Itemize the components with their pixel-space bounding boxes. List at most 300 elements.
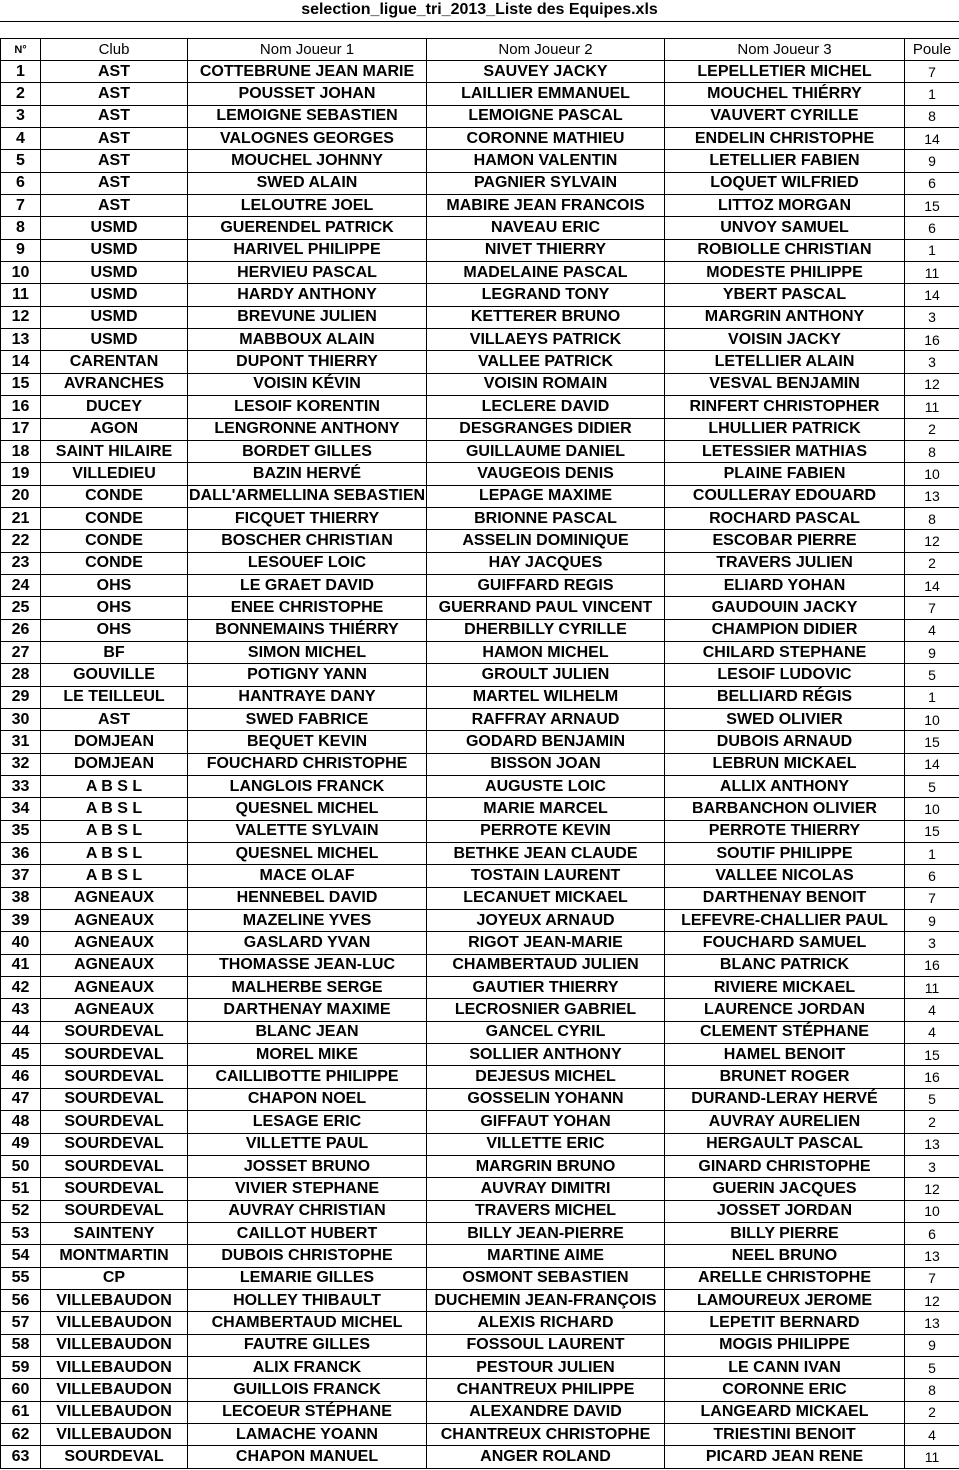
cell-number: 21	[1, 507, 41, 529]
cell-player-1: CHAPON MANUEL	[188, 1446, 427, 1468]
cell-player-1: BLANC JEAN	[188, 1021, 427, 1043]
cell-player-1: JOSSET BRUNO	[188, 1155, 427, 1177]
cell-poule: 1	[905, 239, 959, 261]
cell-poule: 12	[905, 530, 959, 552]
cell-poule: 10	[905, 798, 959, 820]
cell-number: 24	[1, 574, 41, 596]
cell-player-3: ROCHARD PASCAL	[665, 507, 905, 529]
cell-poule: 3	[905, 306, 959, 328]
cell-player-2: LECROSNIER GABRIEL	[427, 999, 665, 1021]
table-row	[1, 530, 959, 552]
table-row	[1, 932, 959, 954]
cell-poule: 7	[905, 1267, 959, 1289]
cell-player-1: COTTEBRUNE JEAN MARIE	[188, 61, 427, 83]
cell-player-3: ENDELIN CHRISTOPHE	[665, 128, 905, 150]
cell-club: AVRANCHES	[41, 373, 188, 395]
cell-club: A B S L	[41, 798, 188, 820]
cell-player-1: MOUCHEL JOHNNY	[188, 150, 427, 172]
cell-club: SOURDEVAL	[41, 1044, 188, 1066]
table-row	[1, 396, 959, 418]
cell-number: 3	[1, 105, 41, 127]
cell-poule: 1	[905, 843, 959, 865]
cell-player-1: CAILLOT HUBERT	[188, 1222, 427, 1244]
table-row	[1, 105, 959, 127]
cell-club: DUCEY	[41, 396, 188, 418]
cell-poule: 15	[905, 195, 959, 217]
cell-player-1: GUILLOIS FRANCK	[188, 1379, 427, 1401]
cell-player-3: CHAMPION DIDIER	[665, 619, 905, 641]
cell-player-1: CHAPON NOEL	[188, 1088, 427, 1110]
cell-poule: 6	[905, 217, 959, 239]
cell-player-3: UNVOY SAMUEL	[665, 217, 905, 239]
cell-number: 46	[1, 1066, 41, 1088]
table-row	[1, 753, 959, 775]
cell-player-3: PLAINE FABIEN	[665, 463, 905, 485]
cell-club: SOURDEVAL	[41, 1088, 188, 1110]
cell-player-1: MAZELINE YVES	[188, 910, 427, 932]
cell-club: DOMJEAN	[41, 753, 188, 775]
table-row	[1, 373, 959, 395]
cell-player-2: BRIONNE PASCAL	[427, 507, 665, 529]
cell-player-1: MACE OLAF	[188, 865, 427, 887]
cell-club: A B S L	[41, 843, 188, 865]
cell-player-2: CHANTREUX CHRISTOPHE	[427, 1423, 665, 1445]
cell-number: 36	[1, 843, 41, 865]
cell-player-2: OSMONT SEBASTIEN	[427, 1267, 665, 1289]
cell-player-1: LEMARIE GILLES	[188, 1267, 427, 1289]
cell-player-3: TRAVERS JULIEN	[665, 552, 905, 574]
cell-player-1: LESOIF KORENTIN	[188, 396, 427, 418]
cell-club: AGNEAUX	[41, 887, 188, 909]
cell-player-2: PERROTE KEVIN	[427, 820, 665, 842]
cell-player-2: GROULT JULIEN	[427, 664, 665, 686]
cell-player-1: GUERENDEL PATRICK	[188, 217, 427, 239]
table-row	[1, 910, 959, 932]
header-player-3: Nom Joueur 3	[665, 39, 905, 61]
cell-player-3: DURAND-LERAY HERVÉ	[665, 1088, 905, 1110]
cell-player-3: RIVIERE MICKAEL	[665, 977, 905, 999]
cell-player-1: HOLLEY THIBAULT	[188, 1289, 427, 1311]
table-row	[1, 1021, 959, 1043]
cell-player-3: ESCOBAR PIERRE	[665, 530, 905, 552]
cell-player-3: LITTOZ MORGAN	[665, 195, 905, 217]
cell-poule: 3	[905, 1155, 959, 1177]
cell-number: 26	[1, 619, 41, 641]
cell-club: MONTMARTIN	[41, 1245, 188, 1267]
cell-club: AST	[41, 128, 188, 150]
cell-number: 31	[1, 731, 41, 753]
table-row	[1, 329, 959, 351]
cell-player-3: GAUDOUIN JACKY	[665, 597, 905, 619]
cell-number: 35	[1, 820, 41, 842]
table-row	[1, 843, 959, 865]
cell-player-1: HARDY ANTHONY	[188, 284, 427, 306]
cell-club: AST	[41, 708, 188, 730]
cell-number: 49	[1, 1133, 41, 1155]
cell-club: SOURDEVAL	[41, 1446, 188, 1468]
cell-player-2: MARGRIN BRUNO	[427, 1155, 665, 1177]
table-row	[1, 1379, 959, 1401]
cell-club: AGNEAUX	[41, 954, 188, 976]
cell-poule: 13	[905, 1312, 959, 1334]
cell-player-1: BAZIN HERVÉ	[188, 463, 427, 485]
cell-player-3: VOISIN JACKY	[665, 329, 905, 351]
cell-player-3: GUERIN JACQUES	[665, 1178, 905, 1200]
cell-player-1: FOUCHARD CHRISTOPHE	[188, 753, 427, 775]
cell-number: 42	[1, 977, 41, 999]
cell-club: AST	[41, 105, 188, 127]
cell-club: USMD	[41, 329, 188, 351]
cell-club: A B S L	[41, 820, 188, 842]
cell-number: 55	[1, 1267, 41, 1289]
table-row	[1, 731, 959, 753]
cell-number: 56	[1, 1289, 41, 1311]
cell-poule: 9	[905, 641, 959, 663]
cell-player-3: MOUCHEL THIÉRRY	[665, 83, 905, 105]
cell-player-3: PICARD JEAN RENE	[665, 1446, 905, 1468]
cell-club: AGNEAUX	[41, 999, 188, 1021]
cell-player-2: ALEXIS RICHARD	[427, 1312, 665, 1334]
cell-player-3: ARELLE CHRISTOPHE	[665, 1267, 905, 1289]
cell-poule: 8	[905, 507, 959, 529]
cell-player-3: CHILARD STEPHANE	[665, 641, 905, 663]
cell-player-2: AUVRAY DIMITRI	[427, 1178, 665, 1200]
cell-player-3: BELLIARD RÉGIS	[665, 686, 905, 708]
cell-club: SAINT HILAIRE	[41, 440, 188, 462]
cell-number: 19	[1, 463, 41, 485]
table-row	[1, 999, 959, 1021]
table-row	[1, 83, 959, 105]
table-row	[1, 172, 959, 194]
cell-player-3: SWED OLIVIER	[665, 708, 905, 730]
cell-player-2: CORONNE MATHIEU	[427, 128, 665, 150]
table-row	[1, 1111, 959, 1133]
cell-player-2: MABIRE JEAN FRANCOIS	[427, 195, 665, 217]
cell-number: 30	[1, 708, 41, 730]
table-row	[1, 1334, 959, 1356]
cell-player-3: LETELLIER FABIEN	[665, 150, 905, 172]
header-poule: Poule	[905, 39, 959, 61]
cell-player-2: VOISIN ROMAIN	[427, 373, 665, 395]
table-row	[1, 776, 959, 798]
cell-poule: 13	[905, 485, 959, 507]
cell-player-2: MARIE MARCEL	[427, 798, 665, 820]
table-row	[1, 574, 959, 596]
cell-club: A B S L	[41, 776, 188, 798]
cell-player-3: VESVAL BENJAMIN	[665, 373, 905, 395]
cell-player-2: ASSELIN DOMINIQUE	[427, 530, 665, 552]
cell-poule: 7	[905, 887, 959, 909]
table-row	[1, 552, 959, 574]
cell-club: VILLEDIEU	[41, 463, 188, 485]
cell-player-3: ALLIX ANTHONY	[665, 776, 905, 798]
cell-player-2: CHAMBERTAUD JULIEN	[427, 954, 665, 976]
cell-player-1: SWED ALAIN	[188, 172, 427, 194]
cell-club: CP	[41, 1267, 188, 1289]
cell-player-3: NEEL BRUNO	[665, 1245, 905, 1267]
cell-poule: 2	[905, 418, 959, 440]
cell-player-1: BOSCHER CHRISTIAN	[188, 530, 427, 552]
cell-player-3: LETESSIER MATHIAS	[665, 440, 905, 462]
cell-player-2: TOSTAIN LAURENT	[427, 865, 665, 887]
cell-number: 2	[1, 83, 41, 105]
cell-poule: 16	[905, 954, 959, 976]
cell-number: 52	[1, 1200, 41, 1222]
cell-player-3: BARBANCHON OLIVIER	[665, 798, 905, 820]
cell-player-2: GAUTIER THIERRY	[427, 977, 665, 999]
cell-poule: 15	[905, 731, 959, 753]
cell-number: 8	[1, 217, 41, 239]
cell-club: VILLEBAUDON	[41, 1379, 188, 1401]
table-row	[1, 507, 959, 529]
cell-player-3: COULLERAY EDOUARD	[665, 485, 905, 507]
cell-player-2: GUIFFARD REGIS	[427, 574, 665, 596]
cell-player-3: LOQUET WILFRIED	[665, 172, 905, 194]
cell-player-1: BORDET GILLES	[188, 440, 427, 462]
cell-player-3: LEPETIT BERNARD	[665, 1312, 905, 1334]
table-row	[1, 664, 959, 686]
cell-player-1: DARTHENAY MAXIME	[188, 999, 427, 1021]
cell-number: 7	[1, 195, 41, 217]
cell-poule: 8	[905, 105, 959, 127]
cell-club: SOURDEVAL	[41, 1155, 188, 1177]
cell-club: SOURDEVAL	[41, 1133, 188, 1155]
cell-player-2: VALLEE PATRICK	[427, 351, 665, 373]
cell-player-1: CAILLIBOTTE PHILIPPE	[188, 1066, 427, 1088]
cell-club: GOUVILLE	[41, 664, 188, 686]
cell-club: CONDE	[41, 530, 188, 552]
cell-player-2: RAFFRAY ARNAUD	[427, 708, 665, 730]
cell-player-3: BILLY PIERRE	[665, 1222, 905, 1244]
cell-poule: 8	[905, 440, 959, 462]
cell-club: SOURDEVAL	[41, 1200, 188, 1222]
cell-poule: 4	[905, 1423, 959, 1445]
table-row	[1, 977, 959, 999]
table-row	[1, 865, 959, 887]
cell-poule: 16	[905, 1066, 959, 1088]
cell-player-1: MALHERBE SERGE	[188, 977, 427, 999]
cell-player-2: HAMON MICHEL	[427, 641, 665, 663]
cell-poule: 5	[905, 1088, 959, 1110]
cell-number: 11	[1, 284, 41, 306]
cell-club: SOURDEVAL	[41, 1178, 188, 1200]
cell-number: 50	[1, 1155, 41, 1177]
cell-player-1: VALOGNES GEORGES	[188, 128, 427, 150]
cell-number: 40	[1, 932, 41, 954]
cell-player-2: MARTINE AIME	[427, 1245, 665, 1267]
cell-player-1: LECOEUR STÉPHANE	[188, 1401, 427, 1423]
cell-poule: 13	[905, 1245, 959, 1267]
cell-poule: 13	[905, 1133, 959, 1155]
cell-player-1: LANGLOIS FRANCK	[188, 776, 427, 798]
cell-player-1: ALIX FRANCK	[188, 1356, 427, 1378]
cell-player-2: GOSSELIN YOHANN	[427, 1088, 665, 1110]
cell-poule: 15	[905, 1044, 959, 1066]
cell-number: 58	[1, 1334, 41, 1356]
cell-player-1: VIVIER STEPHANE	[188, 1178, 427, 1200]
table-row	[1, 708, 959, 730]
cell-number: 18	[1, 440, 41, 462]
table-row	[1, 954, 959, 976]
cell-club: VILLEBAUDON	[41, 1401, 188, 1423]
cell-player-1: FAUTRE GILLES	[188, 1334, 427, 1356]
cell-club: SOURDEVAL	[41, 1021, 188, 1043]
table-row	[1, 1423, 959, 1445]
cell-player-2: SAUVEY JACKY	[427, 61, 665, 83]
cell-number: 9	[1, 239, 41, 261]
table-row	[1, 61, 959, 83]
table-row	[1, 1155, 959, 1177]
cell-poule: 6	[905, 172, 959, 194]
cell-club: SOURDEVAL	[41, 1111, 188, 1133]
cell-poule: 1	[905, 83, 959, 105]
cell-number: 63	[1, 1446, 41, 1468]
cell-player-2: FOSSOUL LAURENT	[427, 1334, 665, 1356]
cell-player-1: BREVUNE JULIEN	[188, 306, 427, 328]
cell-player-3: LAMOUREUX JEROME	[665, 1289, 905, 1311]
cell-player-3: JOSSET JORDAN	[665, 1200, 905, 1222]
cell-number: 25	[1, 597, 41, 619]
cell-club: AGNEAUX	[41, 977, 188, 999]
cell-poule: 12	[905, 1178, 959, 1200]
cell-player-3: LE CANN IVAN	[665, 1356, 905, 1378]
cell-player-3: VAUVERT CYRILLE	[665, 105, 905, 127]
table-row	[1, 1066, 959, 1088]
cell-number: 17	[1, 418, 41, 440]
cell-player-2: DUCHEMIN JEAN-FRANÇOIS	[427, 1289, 665, 1311]
cell-poule: 9	[905, 910, 959, 932]
cell-poule: 5	[905, 776, 959, 798]
cell-number: 23	[1, 552, 41, 574]
cell-player-3: BRUNET ROGER	[665, 1066, 905, 1088]
cell-player-3: TRIESTINI BENOIT	[665, 1423, 905, 1445]
cell-player-2: LAILLIER EMMANUEL	[427, 83, 665, 105]
cell-number: 34	[1, 798, 41, 820]
cell-number: 12	[1, 306, 41, 328]
cell-poule: 9	[905, 150, 959, 172]
cell-poule: 9	[905, 1334, 959, 1356]
cell-poule: 4	[905, 619, 959, 641]
cell-player-2: PESTOUR JULIEN	[427, 1356, 665, 1378]
spacer	[0, 22, 959, 38]
cell-club: AGON	[41, 418, 188, 440]
cell-poule: 8	[905, 1379, 959, 1401]
cell-number: 29	[1, 686, 41, 708]
cell-player-3: LESOIF LUDOVIC	[665, 664, 905, 686]
cell-player-3: AUVRAY AURELIEN	[665, 1111, 905, 1133]
cell-player-2: DESGRANGES DIDIER	[427, 418, 665, 440]
cell-player-2: VAUGEOIS DENIS	[427, 463, 665, 485]
cell-poule: 15	[905, 820, 959, 842]
cell-number: 6	[1, 172, 41, 194]
cell-poule: 2	[905, 1111, 959, 1133]
cell-player-3: PERROTE THIERRY	[665, 820, 905, 842]
cell-player-1: THOMASSE JEAN-LUC	[188, 954, 427, 976]
cell-player-2: RIGOT JEAN-MARIE	[427, 932, 665, 954]
table-row	[1, 641, 959, 663]
header-player-2: Nom Joueur 2	[427, 39, 665, 61]
cell-player-1: HERVIEU PASCAL	[188, 262, 427, 284]
cell-player-2: HAMON VALENTIN	[427, 150, 665, 172]
cell-club: SOURDEVAL	[41, 1066, 188, 1088]
cell-number: 39	[1, 910, 41, 932]
table-row	[1, 1289, 959, 1311]
cell-player-3: RINFERT CHRISTOPHER	[665, 396, 905, 418]
cell-player-2: LECANUET MICKAEL	[427, 887, 665, 909]
cell-number: 60	[1, 1379, 41, 1401]
cell-player-2: SOLLIER ANTHONY	[427, 1044, 665, 1066]
cell-player-1: MABBOUX ALAIN	[188, 329, 427, 351]
cell-number: 53	[1, 1222, 41, 1244]
cell-club: OHS	[41, 597, 188, 619]
cell-player-1: LAMACHE YOANN	[188, 1423, 427, 1445]
cell-player-1: LEMOIGNE SEBASTIEN	[188, 105, 427, 127]
cell-poule: 2	[905, 1401, 959, 1423]
cell-poule: 6	[905, 1222, 959, 1244]
cell-poule: 4	[905, 1021, 959, 1043]
header-player-1: Nom Joueur 1	[188, 39, 427, 61]
table-row	[1, 418, 959, 440]
cell-player-2: AUGUSTE LOIC	[427, 776, 665, 798]
cell-player-3: CORONNE ERIC	[665, 1379, 905, 1401]
cell-club: VILLEBAUDON	[41, 1312, 188, 1334]
cell-player-3: DARTHENAY BENOIT	[665, 887, 905, 909]
cell-number: 62	[1, 1423, 41, 1445]
table-row	[1, 686, 959, 708]
cell-club: USMD	[41, 262, 188, 284]
cell-number: 57	[1, 1312, 41, 1334]
cell-player-1: FICQUET THIERRY	[188, 507, 427, 529]
cell-player-1: QUESNEL MICHEL	[188, 843, 427, 865]
cell-player-1: SIMON MICHEL	[188, 641, 427, 663]
cell-club: CONDE	[41, 507, 188, 529]
cell-player-3: SOUTIF PHILIPPE	[665, 843, 905, 865]
cell-player-1: VOISIN KÉVIN	[188, 373, 427, 395]
table-body	[1, 61, 959, 1469]
cell-number: 14	[1, 351, 41, 373]
cell-number: 45	[1, 1044, 41, 1066]
cell-player-2: BETHKE JEAN CLAUDE	[427, 843, 665, 865]
cell-player-3: DUBOIS ARNAUD	[665, 731, 905, 753]
header-number: N°	[1, 39, 41, 61]
cell-player-1: LE GRAET DAVID	[188, 574, 427, 596]
cell-player-3: BLANC PATRICK	[665, 954, 905, 976]
cell-number: 61	[1, 1401, 41, 1423]
cell-player-1: VALETTE SYLVAIN	[188, 820, 427, 842]
cell-club: A B S L	[41, 865, 188, 887]
cell-poule: 14	[905, 284, 959, 306]
cell-player-2: CHANTREUX PHILIPPE	[427, 1379, 665, 1401]
cell-club: OHS	[41, 619, 188, 641]
cell-player-3: HAMEL BENOIT	[665, 1044, 905, 1066]
cell-number: 15	[1, 373, 41, 395]
cell-club: OHS	[41, 574, 188, 596]
cell-club: AST	[41, 83, 188, 105]
table-row	[1, 798, 959, 820]
table-row	[1, 1245, 959, 1267]
cell-poule: 12	[905, 1289, 959, 1311]
cell-player-2: LEPAGE MAXIME	[427, 485, 665, 507]
table-row	[1, 1088, 959, 1110]
table-row	[1, 1446, 959, 1468]
cell-player-1: POTIGNY YANN	[188, 664, 427, 686]
cell-number: 51	[1, 1178, 41, 1200]
cell-player-1: GASLARD YVAN	[188, 932, 427, 954]
cell-player-2: KETTERER BRUNO	[427, 306, 665, 328]
cell-number: 1	[1, 61, 41, 83]
cell-player-2: LEGRAND TONY	[427, 284, 665, 306]
cell-player-2: LEMOIGNE PASCAL	[427, 105, 665, 127]
